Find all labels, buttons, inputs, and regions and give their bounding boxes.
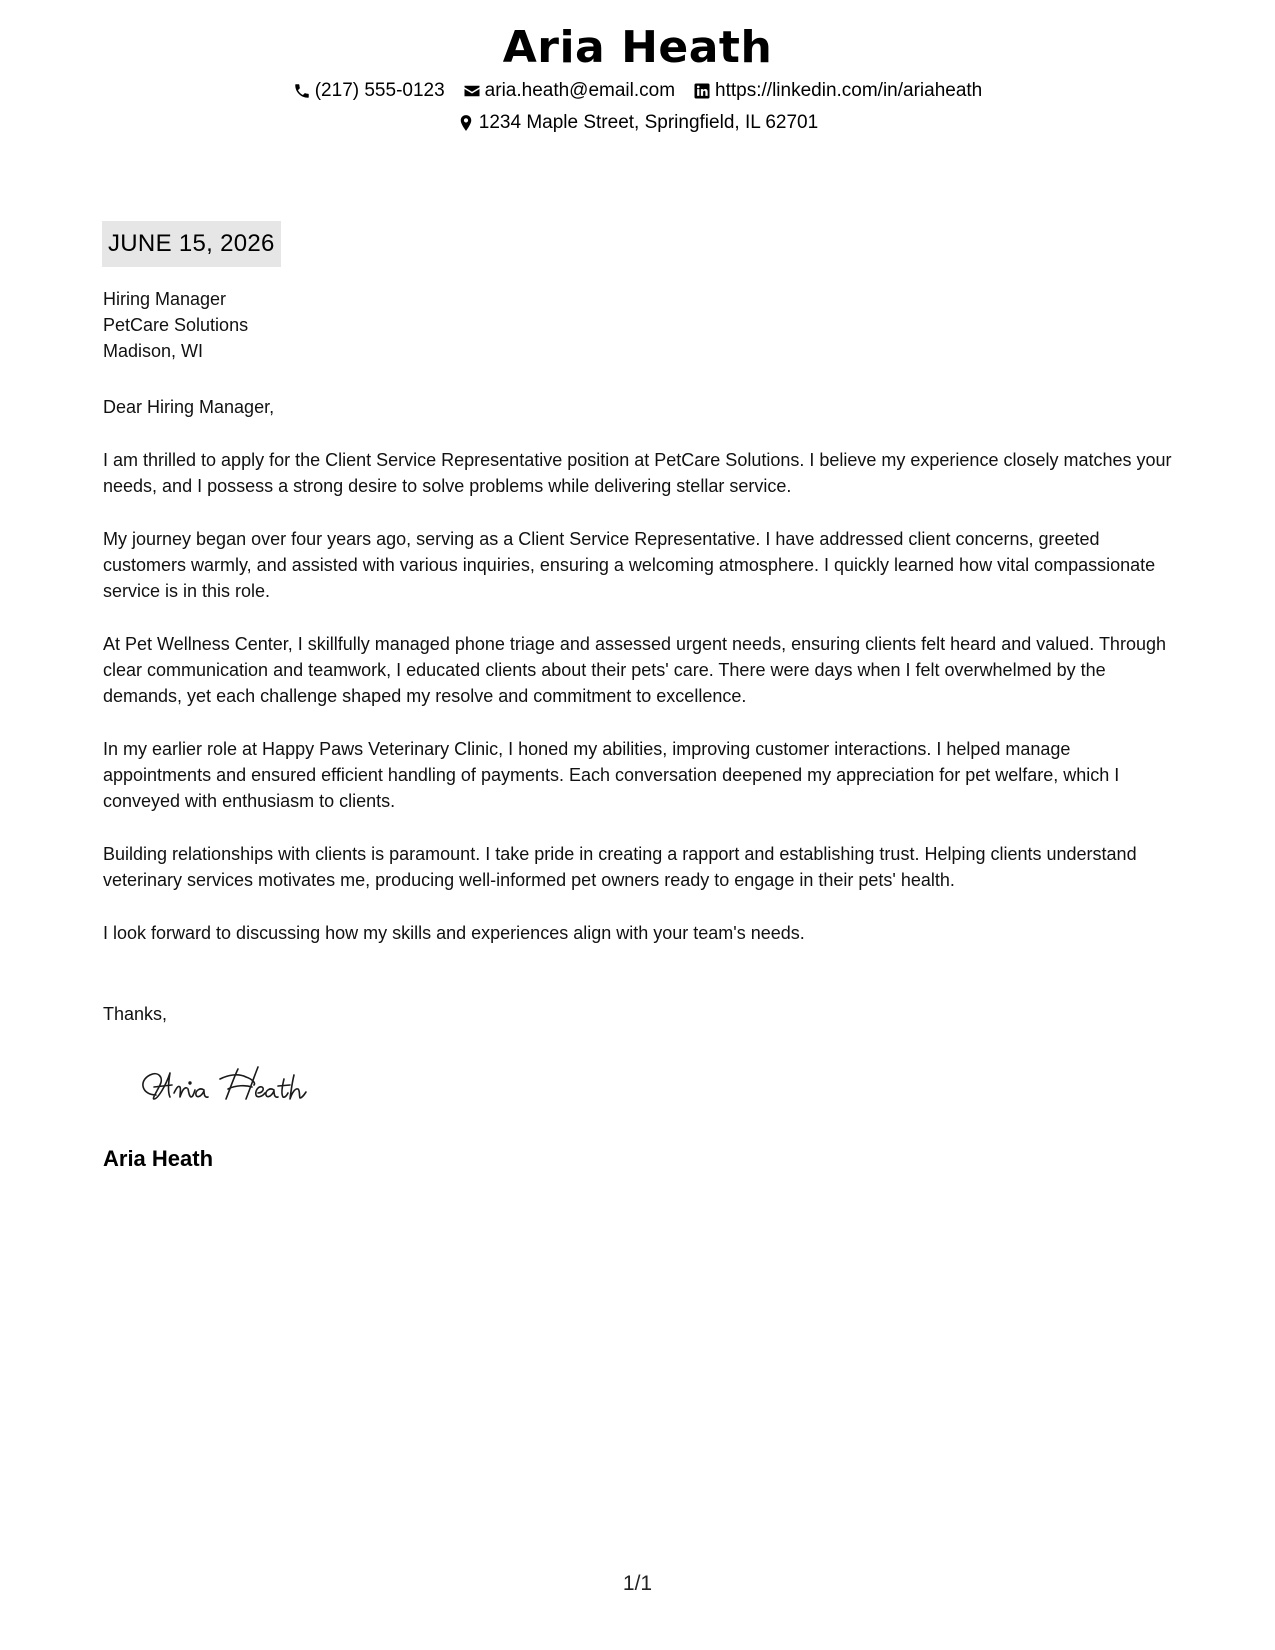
handwritten-signature bbox=[134, 1055, 334, 1115]
body-paragraph: My journey began over four years ago, serving as a Client Service Representative. I have addressed client concerns, greeted customers warmly, and assisted with various inquiries, ensuring a welcoming atmosphere. I quickly learned how vital compassionate service is in this role. bbox=[103, 529, 1156, 601]
salutation: Dear Hiring Manager, bbox=[103, 397, 275, 417]
body-paragraph: Building relationships with clients is paramount. I take pride in creating a rapport and establishing trust. Helping clients understand veterinary services motivates me, producing well-informed pet owners ready to engage in their pets' health. bbox=[103, 844, 1137, 890]
contact-phone bbox=[293, 79, 445, 103]
body-paragraph: I am thrilled to apply for the Client Service Representative position at PetCare Solutions. I believe my experience closely matches your needs, and I possess a strong desire to solve problems while delivering stellar service. bbox=[103, 450, 1172, 496]
phone-icon bbox=[293, 82, 311, 100]
street-address: 1234 Maple Street, Springfield, IL 62701 bbox=[478, 112, 819, 133]
recipient-title: Hiring Manager bbox=[103, 289, 227, 309]
contact-info-row bbox=[0, 79, 1275, 103]
map-pin-icon bbox=[457, 114, 475, 132]
linkedin-url[interactable]: https://linkedin.com/in/ariaheath bbox=[715, 80, 983, 101]
phone-number: (217) 555-0123 bbox=[314, 80, 445, 101]
applicant-name: Aria Heath bbox=[502, 22, 773, 73]
letter-body bbox=[103, 394, 1183, 973]
contact-email[interactable] bbox=[463, 79, 675, 103]
signer-name: Aria Heath bbox=[103, 1146, 214, 1171]
body-paragraph: I look forward to discussing how my skills and experiences align with your team's needs. bbox=[103, 923, 805, 943]
letter-date: JUNE 15, 2026 bbox=[102, 221, 281, 267]
closing: Thanks, bbox=[103, 1004, 168, 1024]
email-address[interactable]: aria.heath@email.com bbox=[484, 80, 676, 101]
body-paragraph: At Pet Wellness Center, I skillfully managed phone triage and assessed urgent needs, ensuring clients felt heard and valued. Through clear communication and teamwork, I educated clients about their pets' care. There were days when I felt overwhelmed by the demands, yet each challenge shaped my resolve and commitment to excellence. bbox=[103, 634, 1166, 706]
linkedin-icon bbox=[693, 82, 711, 100]
recipient-company: PetCare Solutions bbox=[103, 315, 249, 335]
contact-address bbox=[457, 111, 818, 135]
contact-linkedin[interactable] bbox=[693, 79, 982, 103]
recipient-block bbox=[103, 286, 248, 364]
address-row bbox=[0, 111, 1275, 135]
body-paragraph: In my earlier role at Happy Paws Veterinary Clinic, I honed my abilities, improving customer interactions. I helped manage appointments and ensured efficient handling of payments. Each conversation deepened my appreciation for pet welfare, which I conveyed with enthusiasm to clients. bbox=[103, 739, 1120, 811]
recipient-location: Madison, WI bbox=[103, 341, 204, 361]
page-indicator: 1/1 bbox=[622, 1572, 653, 1595]
envelope-icon bbox=[463, 82, 481, 100]
